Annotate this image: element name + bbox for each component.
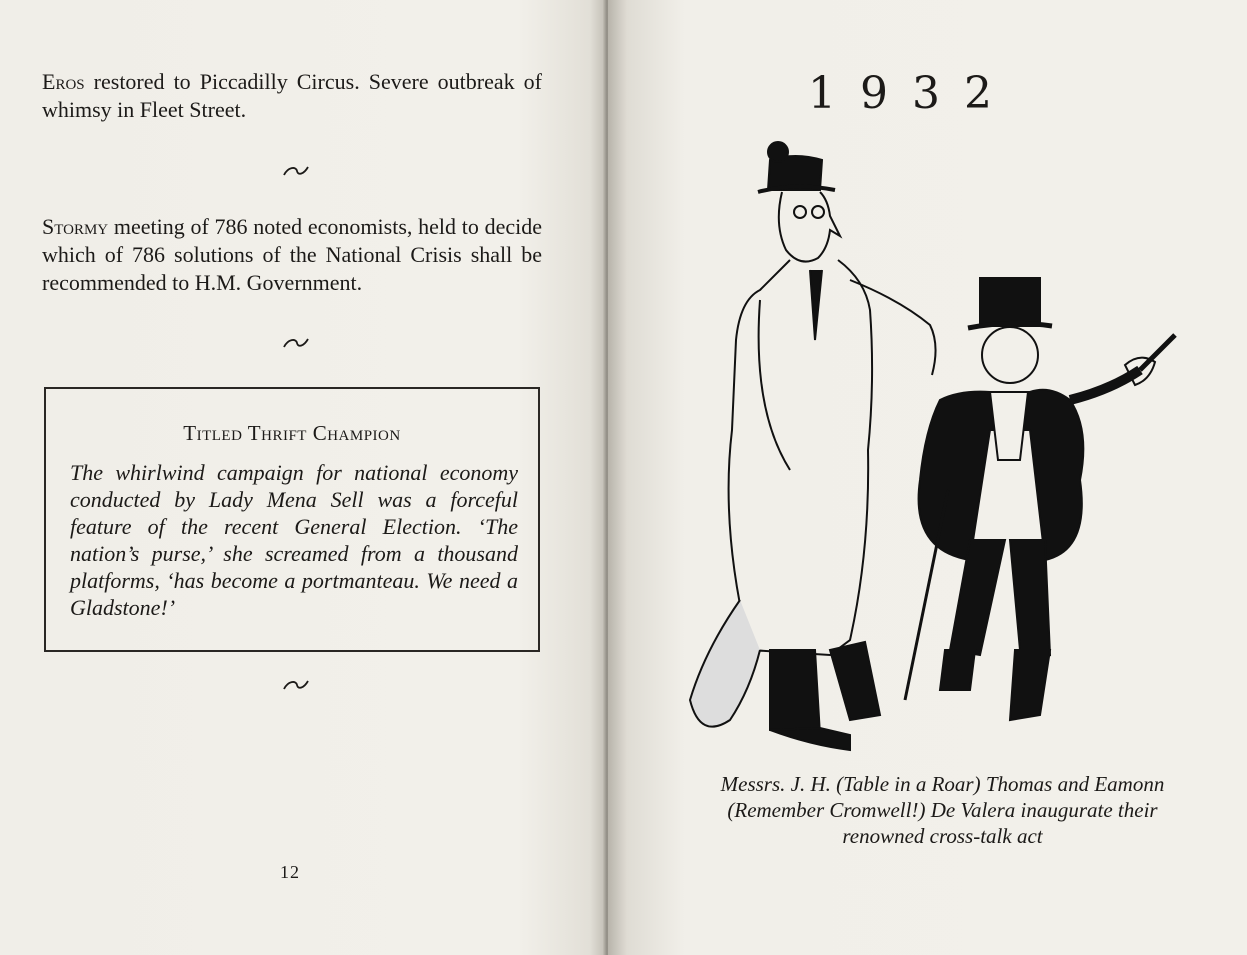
- paragraph-text: restored to Piccadilly Circus. Severe outbreak of whimsy in Fleet Street.: [42, 69, 542, 122]
- short-man-head: [982, 327, 1038, 383]
- left-page: [0, 0, 608, 955]
- top-hat: [980, 278, 1040, 326]
- tall-man-head: [779, 192, 840, 262]
- hat-pompom: [768, 142, 788, 162]
- lion-tail: [690, 600, 760, 727]
- flourish-ornament: [282, 336, 310, 350]
- tall-man-coat: [729, 260, 873, 655]
- cartoon-illustration: [670, 130, 1210, 760]
- paragraph-lead: Eros: [42, 69, 85, 94]
- paragraph-lead: Stormy: [42, 214, 109, 239]
- illustration-caption: Messrs. J. H. (Table in a Roar) Thomas and Eamonn (Remember Cromwell!) De Valera inaugurate their renowned cross-talk act: [720, 772, 1165, 848]
- paragraph-stormy: [42, 213, 542, 297]
- flourish-ornament: [282, 164, 310, 178]
- news-box-title: Titled Thrift Champion: [183, 421, 401, 445]
- page-number: 12: [280, 862, 300, 882]
- year-heading: 1932: [808, 68, 1016, 119]
- paragraph-text: meeting of 786 noted economists, held to decide which of 786 solutions of the National Crisis shall be recommended to H.M. Government.: [42, 214, 542, 295]
- paragraph-eros: [42, 68, 542, 124]
- flourish-ornament: [282, 678, 310, 692]
- news-box: [44, 387, 540, 652]
- news-box-text: The whirlwind campaign for national economy conducted by Lady Mena Sell was a forceful feature of the recent General Election. ‘The nation’s purse,’ she screamed from a thousand platforms, ‘has become a portmanteau. We need a Gladstone!’: [70, 460, 518, 620]
